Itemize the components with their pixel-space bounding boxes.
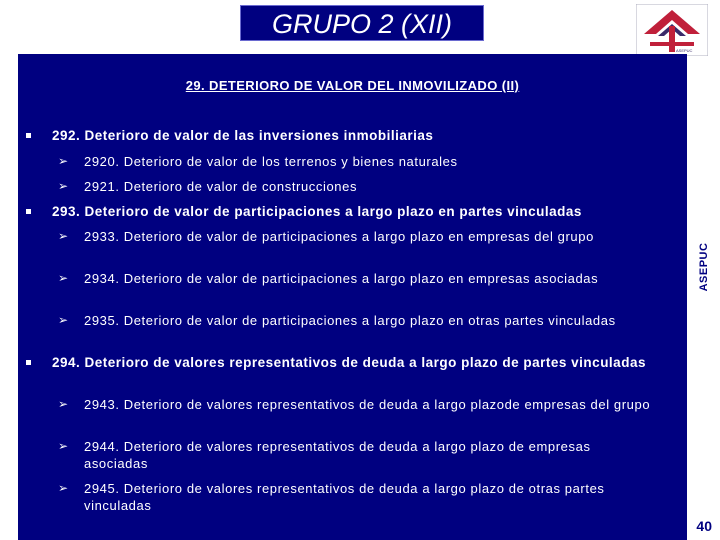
list-subitem [58,228,658,245]
list-subitem [58,438,658,472]
asepuc-logo [636,4,708,56]
arrow-bullet-icon: ➢ [58,154,69,168]
list-subitem-text: 2920. Deterioro de valor de los terrenos y bienes naturales [84,154,458,169]
arrow-bullet-icon: ➢ [58,313,69,327]
arrow-bullet-icon: ➢ [58,229,69,243]
arrow-bullet-icon: ➢ [58,481,69,495]
arrow-bullet-icon: ➢ [58,271,69,285]
list-subitem [58,178,658,195]
list-item-text: 293. Deterioro de valor de participaciones a largo plazo en partes vinculadas [52,204,582,219]
list-item-text: 292. Deterioro de valor de las inversiones inmobiliarias [52,128,434,143]
side-label-text: ASEPUC [698,242,710,292]
square-bullet-icon [26,209,31,214]
square-bullet-icon [26,360,31,365]
list-subitem [58,270,658,287]
arrow-bullet-icon: ➢ [58,439,69,453]
section-heading: 29. DETERIORO DE VALOR DEL INMOVILIZADO (II) [185,78,520,93]
arrow-bullet-icon: ➢ [58,179,69,193]
list-item-text: 294. Deterioro de valores representativos de deuda a largo plazo de partes vinculadas [52,355,646,370]
list-subitem-text: 2933. Deterioro de valor de participaciones a largo plazo en empresas del grupo [84,229,594,244]
list-subitem [58,480,658,514]
list-subitem [58,312,658,329]
slide-title: GRUPO 2 (XII) [240,5,484,41]
list-item [26,354,676,371]
logo-text: ASEPUC [676,48,693,53]
list-item [26,203,676,220]
square-bullet-icon [26,133,31,138]
page-number: 40 [696,518,712,534]
arrow-bullet-icon: ➢ [58,397,69,411]
list-subitem-text: 2943. Deterioro de valores representativos de deuda a largo plazode empresas del grupo [84,397,651,412]
list-subitem-text: 2945. Deterioro de valores representativos de deuda a largo plazo de otras partes vinculadas [84,481,605,513]
list-subitem-text: 2935. Deterioro de valor de participaciones a largo plazo en otras partes vinculadas [84,313,616,328]
side-label [694,232,714,302]
content-panel [18,54,687,540]
list-subitem [58,396,658,413]
list-subitem-text: 2921. Deterioro de valor de construcciones [84,179,358,194]
list-subitem-text: 2944. Deterioro de valores representativos de deuda a largo plazo de empresas asociadas [84,439,591,471]
list-item [26,127,676,144]
list-subitem-text: 2934. Deterioro de valor de participaciones a largo plazo en empresas asociadas [84,271,599,286]
list-subitem [58,153,658,170]
